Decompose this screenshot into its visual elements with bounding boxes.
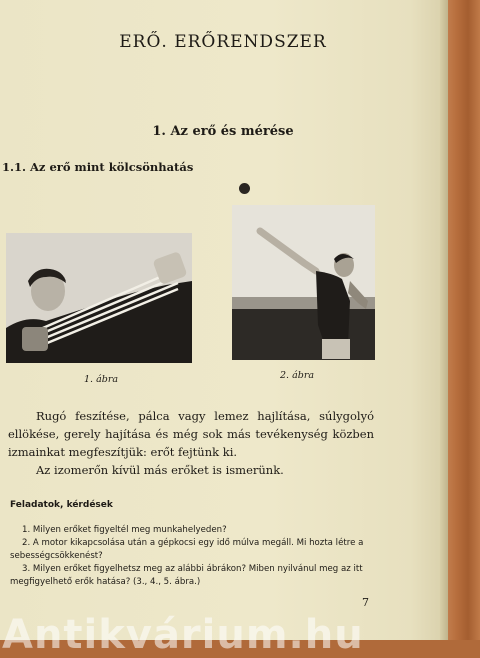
section-title: 1. Az erő és mérése bbox=[152, 124, 294, 139]
body-text bbox=[8, 407, 374, 479]
body-paragraph: Rugó feszítése, pálca vagy lemez hajlítása, súlygolyó ellökése, gerely hajítása és még sok más tevékenység közben izmainkat megfeszítjük: erőt fejtünk ki. bbox=[8, 409, 374, 459]
task-item: 2. A motor kikapcsolása után a gépkocsi egy idő múlva megáll. Mi hozta létre a sebességcsökkenést? bbox=[10, 538, 364, 561]
tasks-heading: Feladatok, kérdések bbox=[10, 500, 113, 510]
chapter-title: ERŐ. ERŐRENDSZER bbox=[119, 32, 327, 52]
figure-1-caption: 1. ábra bbox=[84, 374, 119, 385]
task-item: 3. Milyen erőket figyelhetsz meg az alábbi ábrákon? Miben nyilvánul meg az itt megfigyelhető erők hatása? (3., 4., 5. ábra.) bbox=[10, 564, 363, 587]
tasks-list bbox=[10, 524, 378, 589]
body-paragraph: Az izomerőn kívül más erőket is ismerünk. bbox=[36, 463, 284, 477]
page-number: 7 bbox=[362, 596, 369, 609]
task-item: 1. Milyen erőket figyeltél meg munkahelyeden? bbox=[22, 525, 227, 535]
watermark: Antikvárium.hu bbox=[2, 612, 364, 658]
figure-2-caption: 2. ábra bbox=[280, 370, 315, 381]
figure-1-photo bbox=[6, 233, 192, 363]
page-edge bbox=[440, 0, 448, 640]
figure-2-photo bbox=[232, 205, 375, 360]
shot-put-ball-icon bbox=[239, 183, 250, 194]
subsection-title: 1.1. Az erő mint kölcsönhatás bbox=[2, 160, 194, 174]
